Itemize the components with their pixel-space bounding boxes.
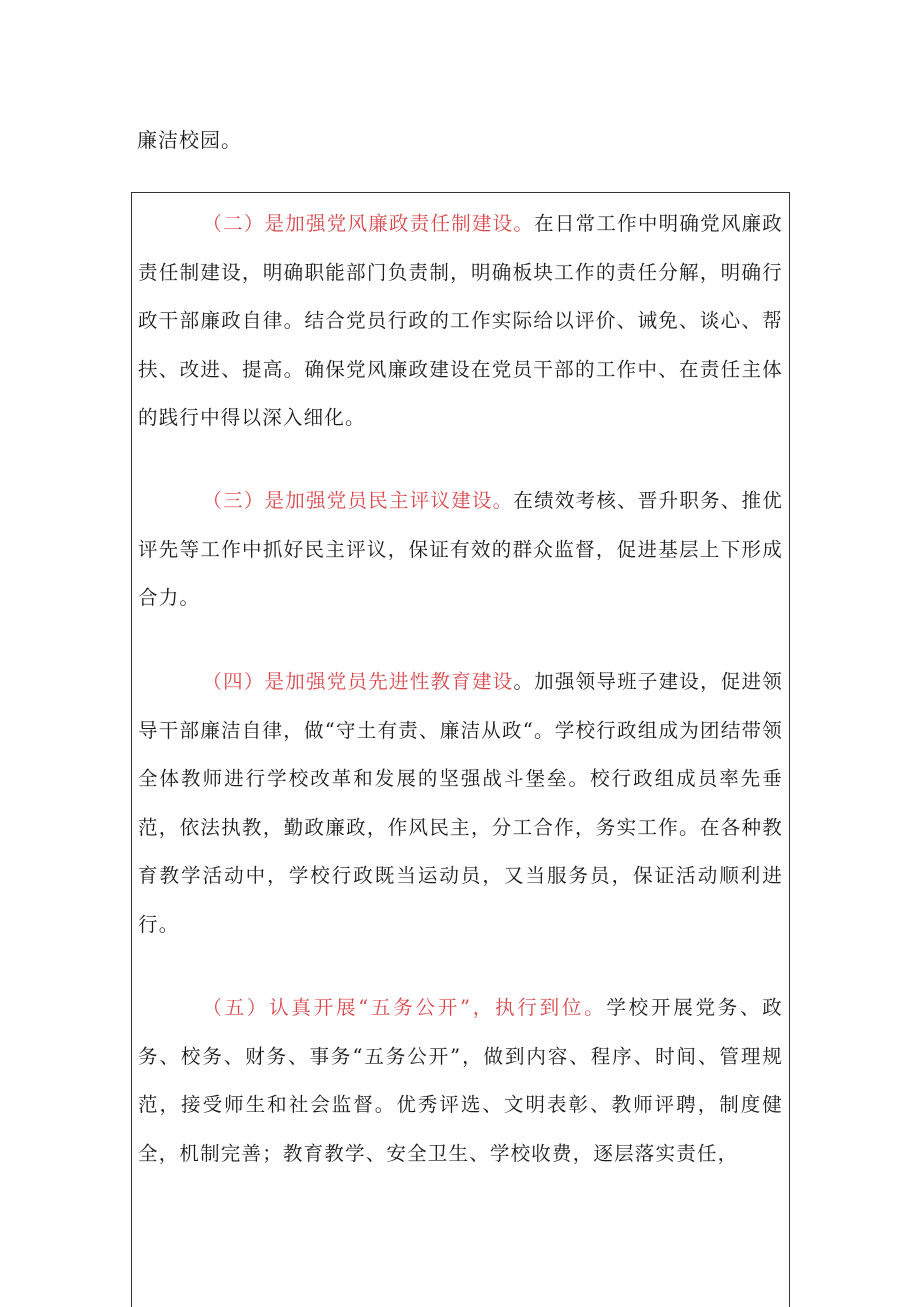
paragraph-5-body: 学校开展党务、政务、校务、财务、事务“五务公开”，做到内容、程序、时间、管理规范，接受师生和社会监督。优秀评选、文明表彰、教师评聘，制度健全，机制完善；教育教学、安全卫生、学校收费，逐层落实责任， — [138, 996, 783, 1165]
paragraph-3-body: 在绩效考核、晋升职务、推优评先等工作中抓好民主评议，保证有效的群众监督，促进基层上下形成合力。 — [138, 489, 783, 609]
top-line-text: 廉洁校园。 — [137, 128, 242, 152]
paragraph-4-body: 。加强领导班子建设，促进领导干部廉洁自律，做“守土有责、廉洁从政“。学校行政组成为团结带领全体教师进行学校改革和发展的坚强战斗堡垒。校行政组成员率先垂范，依法执教，勤政廉政，作风民主，分工合作，务实工作。在各种教育教学活动中，学校行政既当运动员，又当服务员，保证活动顺利进行。 — [138, 670, 783, 936]
paragraph-4-heading: （四）是加强党员先进性教育建设 — [202, 670, 514, 693]
paragraph-5-heading: （五）认真开展“五务公开”，执行到位。 — [202, 996, 607, 1019]
content-box — [131, 192, 790, 1307]
paragraph-2-body: 在日常工作中明确党风廉政责任制建设，明确职能部门负责制，明确板块工作的责任分解，明确行政干部廉政自律。结合党员行政的工作实际给以评价、诫免、谈心、帮扶、改进、提高。确保党风廉政建设在党员干部的工作中、在责任主体的践行中得以深入细化。 — [138, 212, 783, 429]
paragraph-3 — [138, 477, 783, 623]
paragraph-3-heading: （三）是加强党员民主评议建设。 — [202, 489, 514, 512]
paragraph-2 — [138, 200, 783, 443]
paragraph-2-heading: （二）是加强党风廉政责任制建设。 — [202, 212, 535, 235]
paragraph-4 — [138, 658, 783, 949]
paragraph-5 — [138, 984, 783, 1178]
